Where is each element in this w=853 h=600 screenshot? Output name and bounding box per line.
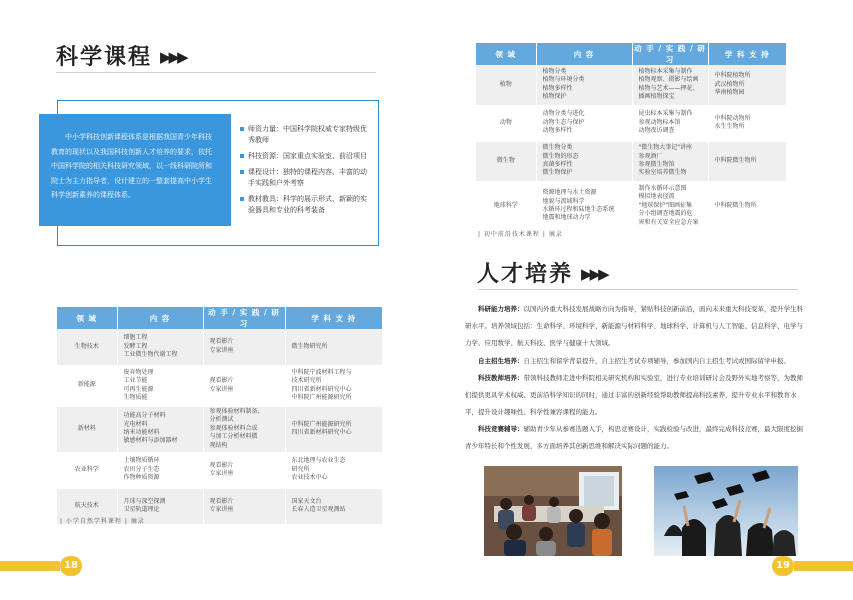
content-cell — [117, 365, 203, 406]
feature-item: 科技资源：国家重点实验室、前沿项目 — [240, 151, 372, 162]
col-header: 动 手 / 实 践 / 研 习 — [632, 43, 708, 65]
support-line: 长春人造卫星观测站 — [291, 506, 346, 513]
middle-school-course-table — [476, 43, 786, 232]
field-cell: 农业科学 — [57, 452, 117, 488]
support-cell — [285, 406, 382, 452]
practice-cell — [632, 65, 708, 105]
support-line: 中科院动物所 — [714, 114, 751, 122]
page-bar — [0, 561, 60, 571]
practice-line: 专家讲座 — [209, 506, 234, 513]
support-line: 华南植物园 — [714, 88, 745, 96]
content-line: 水循环过程和陆地生态系统 — [542, 206, 615, 213]
page-number: 19 — [772, 556, 794, 576]
content-line: 微生物保护 — [542, 169, 573, 177]
table-row — [476, 65, 786, 105]
content-line: 卫星轨道理论 — [123, 506, 160, 513]
content-line: 废弃物处理 — [123, 368, 154, 376]
feature-item: 师资力量：中国科学院权威专家特级优秀教师 — [240, 124, 372, 146]
paragraph-competition: 科技竞赛辅导：辅助青少年从参赛选题入手，构思竞赛设计，实践检验与改进，最终完成科技竞赛，最大限度挖掘青少年特长和个性发展，多方面培养其创新思维和解决实际问题的能力。 — [465, 425, 803, 450]
practice-line: 植物标本采集与制作 — [638, 67, 693, 75]
col-header: 领 域 — [476, 43, 536, 65]
support-line: 武汉植物所 — [714, 80, 745, 88]
feature-list — [240, 124, 372, 221]
support-cell — [285, 488, 382, 524]
support-line: 技术研究所 — [291, 377, 322, 385]
elementary-course-table — [57, 307, 382, 525]
practice-line: 参观微生物馆 — [638, 161, 675, 168]
practice-line: 分析测试 — [209, 416, 234, 424]
support-cell — [708, 141, 786, 181]
content-line: 植物多样性 — [542, 84, 573, 92]
content-line: 动物生态与保护 — [542, 118, 585, 126]
paragraph-teacher: 科技教师培养：带领科技教师走进中科院相关研究机构和实验室，进行专业培训研讨会及野外实地考察等，为教师们提供更具学术权威、更前沿科学知识的同时，通过丰富的创新经验帮助教师提高科技素养，提升专业水平和教育水平，提升设计趣味性、科学性兼容课程的能力。 — [465, 374, 803, 416]
content-line: 月球与深空探测 — [123, 497, 166, 505]
content-line: 土壤物质循环 — [123, 457, 160, 465]
support-line: 农业技术中心 — [291, 474, 328, 482]
practice-line: 观看影片 — [209, 377, 234, 385]
col-header: 学 科 支 持 — [708, 43, 786, 65]
content-line: 植物保护 — [542, 93, 567, 101]
support-line: 中科院广州能源研究所 — [291, 393, 352, 401]
content-line: 生物质能 — [123, 393, 148, 401]
practice-cell — [203, 329, 285, 365]
practice-cell — [632, 105, 708, 141]
col-header: 动 手 / 实 践 / 研 习 — [203, 307, 285, 329]
content-line: 细胞工程 — [123, 334, 148, 342]
content-line: 微生物分类 — [542, 144, 573, 152]
content-cell — [536, 141, 632, 181]
title-divider — [478, 289, 798, 290]
content-line: 资源地理与水土资源 — [542, 189, 597, 197]
feature-item: 课程设计：独特的课程内容、丰富的动手实践和户外考察 — [240, 167, 372, 189]
practice-line: 观结构 — [209, 441, 228, 449]
table-row — [57, 452, 382, 488]
content-cell — [536, 181, 632, 231]
col-header: 内 容 — [117, 307, 203, 329]
support-line: 中科院宁波材料工程与 — [291, 368, 352, 376]
support-line: 东北地理与农业生态 — [291, 457, 346, 465]
support-line: 中科院微生物所 — [714, 201, 757, 209]
content-cell — [117, 452, 203, 488]
content-line: 可再生能源 — [123, 385, 154, 393]
table-caption: | 初中前沿技术课程 | 摘录 — [478, 231, 563, 238]
title-arrows-icon: ▶▶▶ — [160, 48, 186, 66]
support-line: 研究所 — [291, 465, 310, 473]
col-header: 学 科 支 持 — [285, 307, 382, 329]
practice-line: 制作水循环示意图 — [638, 184, 687, 192]
table-row — [476, 105, 786, 141]
table-row — [476, 141, 786, 181]
support-line: 中科院微生物所 — [714, 156, 757, 164]
practice-cell — [203, 488, 285, 524]
practice-line: 昆虫标本采集与制作 — [638, 110, 693, 118]
support-cell — [285, 329, 382, 365]
practice-line: 实验室培养微生物 — [638, 169, 687, 177]
practice-line: "微生物大事记"讲座 — [638, 144, 693, 152]
practice-line: 动物夜访调查 — [638, 127, 675, 135]
practice-line: 模拟地表径流 — [638, 193, 675, 201]
paragraph-research: 科研能力培养：以国内外重大科技发展战略方向为指导，紧贴科技创新前沿，面向未来重大科技变革，提升学生科研水平。培养领域包括：生命科学、环境科学、新能源与材料科学、地球科学、计算机与人工智能、信息科学、电学与力学、应用数学、航天科技、医学与健康十大领域。 — [465, 305, 803, 347]
field-cell: 地球科学 — [476, 181, 536, 231]
practice-line: 专家讲座 — [209, 385, 234, 393]
intro-text: 中小学科技创新课程体系是根据我国青少年科技教育的现状以及我国科技创新人才培养的要求，依托中国科学院的相关科技研究领域，以一线科研院所和院士为主力指导者，设计建立的一整套提高中小学生科学创新素养的课程体系。 — [39, 114, 231, 226]
support-line: 水生生物所 — [714, 123, 745, 130]
practice-line: 参观酒厂 — [638, 152, 663, 160]
practice-line: 植物与艺术——押花、 — [638, 84, 699, 92]
field-cell: 动物 — [476, 105, 536, 141]
content-cell — [536, 65, 632, 105]
table-row — [476, 181, 786, 231]
left-page-title: 科学课程 ▶▶▶ — [56, 45, 186, 70]
col-header: 领 域 — [57, 307, 117, 329]
content-line: 农田分子生态 — [123, 465, 160, 473]
title-divider — [56, 72, 376, 73]
content-line: 功能高分子材料 — [123, 412, 166, 420]
support-line: 中科院广州能源研究所 — [291, 420, 352, 428]
field-cell: 新能源 — [57, 365, 117, 406]
content-line: 地震和地球动力学 — [542, 214, 591, 222]
content-line: 微生物的形态 — [542, 152, 579, 160]
support-line: 国家天文台 — [291, 497, 322, 505]
content-line: 工业节能 — [123, 377, 148, 385]
practice-line: 参观体验材料制备、 — [209, 407, 264, 415]
practice-cell — [203, 452, 285, 488]
practice-line: 观看影片 — [209, 461, 234, 469]
practice-cell — [632, 141, 708, 181]
practice-line: 分小组调查地震的危 — [638, 210, 693, 218]
content-line: 植物分类 — [542, 67, 567, 75]
support-line: 中科院植物所 — [714, 72, 751, 80]
practice-line: 专家讲座 — [209, 470, 234, 477]
practice-line: 与加工分析材料微 — [209, 433, 258, 441]
right-page-title: 人才培养 ▶▶▶ — [477, 262, 607, 287]
page-bar — [794, 561, 853, 571]
table-row — [57, 365, 382, 406]
field-cell: 生物技术 — [57, 329, 117, 365]
practice-line: 观看影片 — [209, 338, 234, 346]
support-line: 四川省新材料研究中心 — [291, 429, 352, 436]
support-line: 微生物研究所 — [291, 342, 328, 350]
content-line: 真菌多样性 — [542, 161, 573, 168]
content-line: 动物分类与进化 — [542, 110, 585, 118]
practice-line: "地球保护"图画征集 — [638, 201, 693, 209]
content-cell — [117, 406, 203, 452]
support-line: 四川省新材料研究中心 — [291, 385, 352, 393]
practice-cell — [203, 365, 285, 406]
support-cell — [708, 181, 786, 231]
support-cell — [708, 65, 786, 105]
content-cell — [117, 329, 203, 365]
practice-cell — [632, 181, 708, 231]
field-cell: 植物 — [476, 65, 536, 105]
practice-line: 参观体验材料合成 — [209, 424, 258, 432]
col-header: 内 容 — [536, 43, 632, 65]
field-cell: 航天技术 — [57, 488, 117, 524]
page-number: 18 — [60, 556, 82, 576]
table-caption: | 小学自然学科课程 | 摘录 — [60, 518, 145, 525]
field-cell: 新材料 — [57, 406, 117, 452]
practice-line: 插画植物探宝 — [638, 93, 675, 101]
content-line: 植物与环境分类 — [542, 76, 585, 84]
feature-item: 教材教具：科学的展示形式、新颖的实验器具和专业的科考装备 — [240, 194, 372, 216]
practice-cell — [203, 406, 285, 452]
content-line: 光电材料 — [123, 420, 148, 428]
table-row — [57, 406, 382, 452]
support-cell — [285, 452, 382, 488]
graduation-photo — [654, 466, 798, 556]
practice-line: 参观动物标本馆 — [638, 118, 681, 126]
content-line: 动物多样性 — [542, 127, 573, 135]
practice-line: 专家讲座 — [209, 346, 234, 354]
support-cell — [285, 365, 382, 406]
table-row — [57, 329, 382, 365]
content-line: 工业微生物代谢工程 — [123, 350, 178, 358]
classroom-photo — [484, 466, 622, 556]
content-line: 纳米功能材料 — [123, 429, 160, 436]
content-cell — [536, 105, 632, 141]
content-line: 地貌与流域科学 — [542, 197, 585, 205]
content-line: 作物种质资源 — [123, 474, 160, 482]
content-line: 发酵工程 — [123, 342, 148, 350]
practice-line: 观看影片 — [209, 497, 234, 505]
field-cell: 微生物 — [476, 141, 536, 181]
title-arrows-icon: ▶▶▶ — [581, 265, 607, 283]
practice-line: 害和有关安全应急方案 — [638, 218, 699, 226]
support-cell — [708, 105, 786, 141]
paragraph-admission: 自主招生培养：自主招生和留学背景提升，自主招生考试专项辅导，参加国内自主招生考试或国际留学申报。 — [478, 357, 790, 365]
practice-line: 植物观察、摄影与绘画 — [638, 76, 699, 84]
content-line: 敏感材料与添加器材 — [123, 437, 178, 445]
